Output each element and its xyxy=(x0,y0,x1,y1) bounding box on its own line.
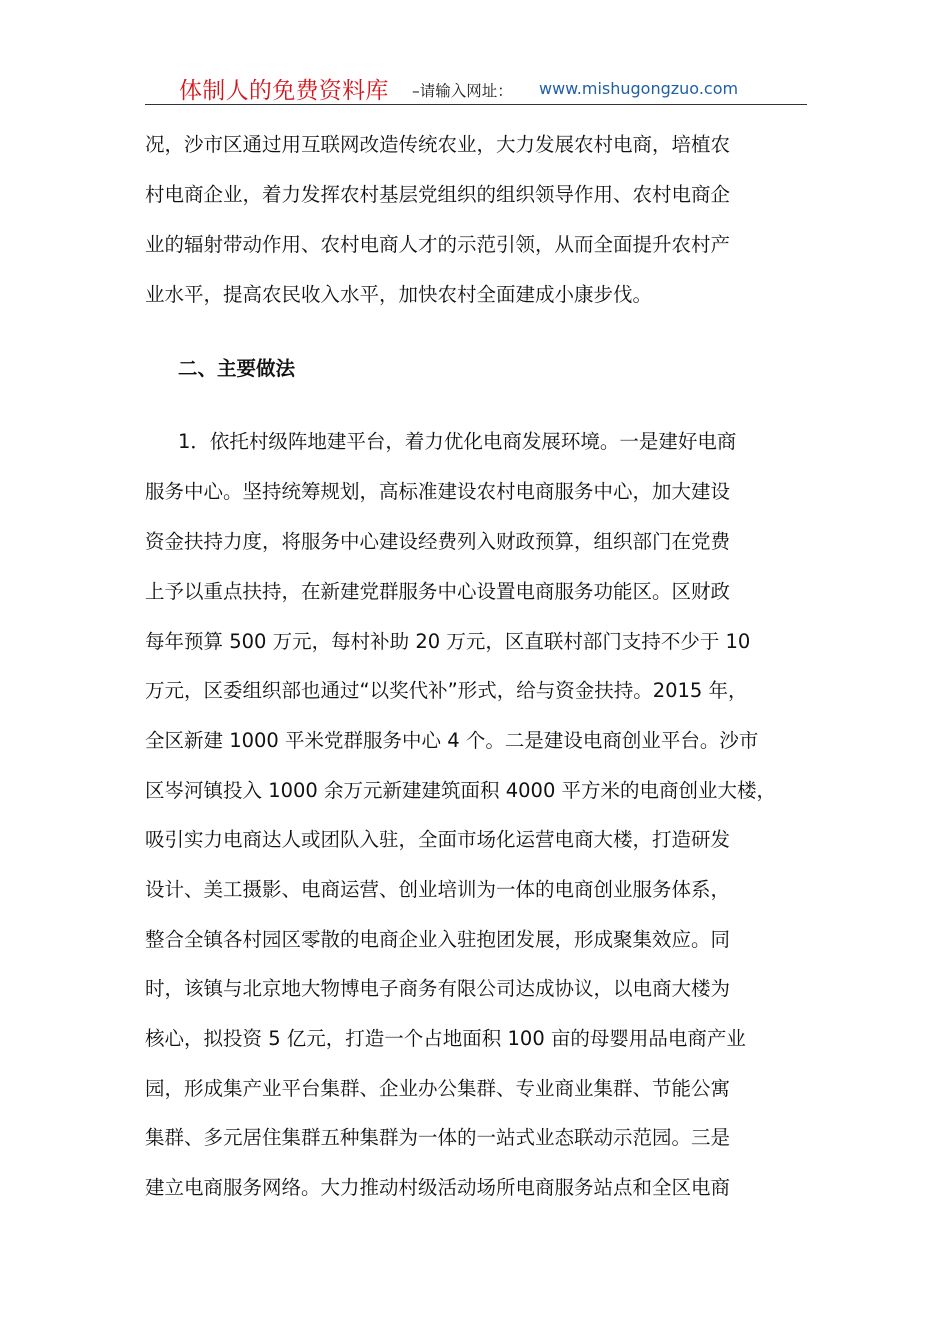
text-line: 业水平，提高农民收入水平，加快农村全面建成小康步伐。 xyxy=(145,283,653,306)
text-line: 况，沙市区通过用互联网改造传统农业，大力发展农村电商，培植农 xyxy=(145,133,731,156)
text-line: 上予以重点扶持，在新建党群服务中心设置电商服务功能区。区财政 xyxy=(145,580,731,603)
text-line: 服务中心。坚持统筹规划，高标准建设农村电商服务中心，加大建设 xyxy=(145,480,731,503)
header-url-prompt: –请输入网址： xyxy=(412,82,513,100)
text-line: 资金扶持力度，将服务中心建设经费列入财政预算，组织部门在党费 xyxy=(145,530,731,553)
text-line: 时，该镇与北京地大物博电子商务有限公司达成协议，以电商大楼为 xyxy=(145,977,731,1000)
text-line: 全区新建 1000 平米党群服务中心 4 个。二是建设电商创业平台。沙市 xyxy=(145,729,759,752)
header-website-link[interactable]: www.mishugongzuo.com xyxy=(539,79,739,98)
text-line: 设计、美工摄影、电商运营、创业培训为一体的电商创业服务体系， xyxy=(145,878,731,901)
text-line: 集群、多元居住集群五种集群为一体的一站式业态联动示范园。三是 xyxy=(145,1126,731,1149)
text-line: 整合全镇各村园区零散的电商企业入驻抱团发展，形成聚集效应。同 xyxy=(145,928,731,951)
text-line: 每年预算 500 万元，每村补助 20 万元，区直联村部门支持不少于 10 xyxy=(145,630,751,653)
text-line: 区岑河镇投入 1000 余万元新建建筑面积 4000 平方米的电商创业大楼， xyxy=(145,779,777,802)
page-header xyxy=(145,70,807,105)
text-line: 建立电商服务网络。大力推动村级活动场所电商服务站点和全区电商 xyxy=(145,1176,731,1199)
text-line: 核心，拟投资 5 亿元，打造一个占地面积 100 亩的母婴用品电商产业 xyxy=(145,1027,746,1050)
text-line: 万元，区委组织部也通过“以奖代补”形式，给与资金扶持。2015 年， xyxy=(145,679,748,702)
text-line: 村电商企业，着力发挥农村基层党组织的组织领导作用、农村电商企 xyxy=(145,183,731,206)
text-line: 1．依托村级阵地建平台，着力优化电商发展环境。一是建好电商 xyxy=(178,430,737,453)
section-heading: 二、主要做法 xyxy=(178,357,296,380)
text-line: 业的辐射带动作用、农村电商人才的示范引领，从而全面提升农村产 xyxy=(145,233,731,256)
text-line: 吸引实力电商达人或团队入驻，全面市场化运营电商大楼，打造研发 xyxy=(145,828,731,851)
header-brand-title: 体制人的免费资料库 xyxy=(179,78,389,104)
text-line: 园，形成集产业平台集群、企业办公集群、专业商业集群、节能公寓 xyxy=(145,1077,731,1100)
